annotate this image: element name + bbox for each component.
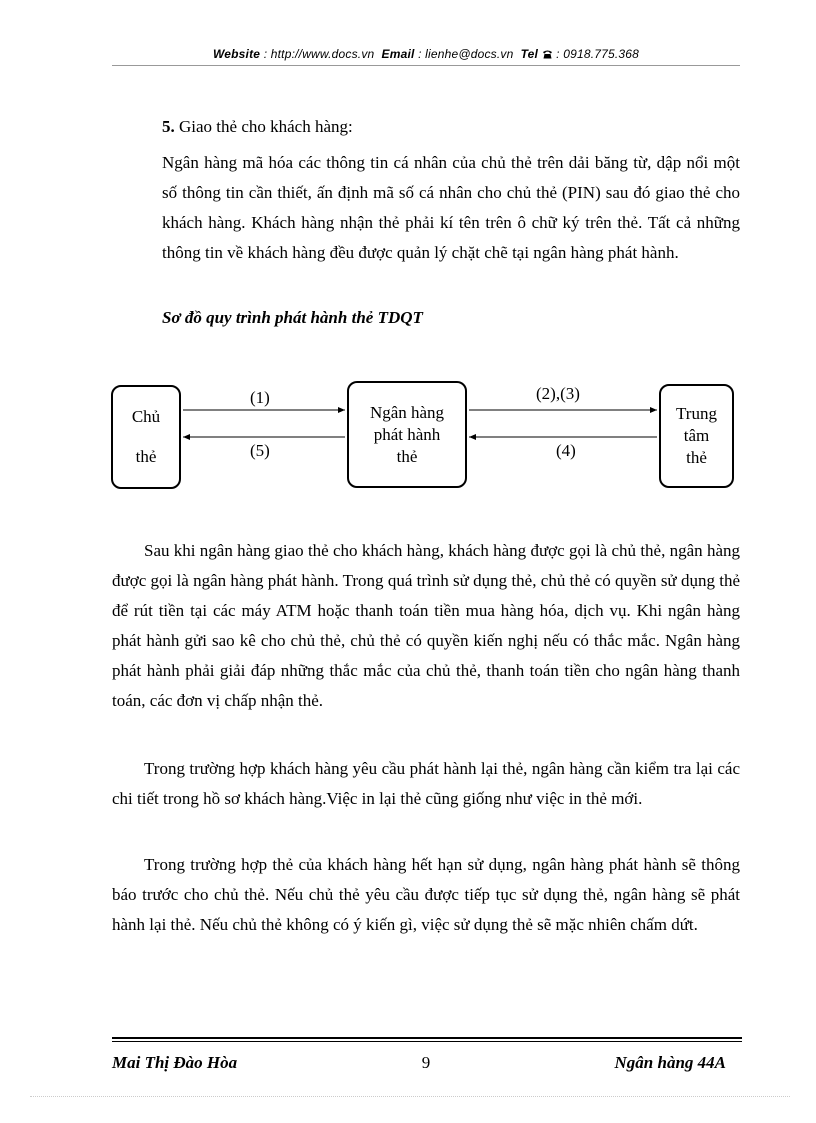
footer-class: Ngân hàng 44A — [614, 1053, 726, 1072]
box-issuing-bank — [347, 381, 467, 488]
section-heading — [162, 112, 740, 142]
footer-divider-thick — [112, 1037, 742, 1039]
cardholder-label-line1: Chủ — [131, 407, 161, 426]
body-paragraph-3: Trong trường hợp thẻ của khách hàng hết hạn sử dụng, ngân hàng phát hành sẽ thông báo trước cho chủ thẻ. Nếu chủ thẻ yêu cầu được tiếp tục sử dụng thẻ, ngân hàng sẽ phát hành lại thẻ. Nếu chủ thẻ không có ý kiến gì, việc sử dụng thẻ sẽ mặc nhiên chấm dứt. — [112, 855, 740, 934]
issuer-label-line3: thẻ — [396, 446, 418, 466]
footer-author: Mai Thị Đào Hòa — [112, 1053, 238, 1072]
section-paragraph: Ngân hàng mã hóa các thông tin cá nhân của chủ thẻ trên dải băng từ, dập nổi một số thông tin cần thiết, ấn định mã số cá nhân cho chủ thẻ (PIN) sau đó giao thẻ cho khách hàng. Khách hàng nhận thẻ phải kí tên trên ô chữ ký trên thẻ. Tất cả những thông tin về khách hàng đều được quản lý chặt chẽ tại ngân hàng phát hành. — [162, 153, 740, 262]
website-label: Website — [212, 47, 261, 61]
label-step5: (5) — [250, 441, 270, 460]
box-card-center — [659, 384, 734, 488]
body-paragraph-1: Sau khi ngân hàng giao thẻ cho khách hàng, khách hàng được gọi là chủ thẻ, ngân hàng được gọi là ngân hàng phát hành. Trong quá trình sử dụng thẻ, chủ thẻ có quyền sử dụng thẻ để rút tiền tại các máy ATM hoặc thanh toán tiền mua hàng hóa, dịch vụ. Khi ngân hàng phát hành gửi sao kê cho chủ thẻ, chủ thẻ có quyền kiến nghị nếu có thắc mắc. Ngân hàng phát hành phải giải đáp những thắc mắc của chủ thẻ, thanh toán tiền cho ngân hàng thanh toán, các đơn vị chấp nhận thẻ. — [112, 541, 740, 710]
email-value: : lienhe@docs.vn — [418, 47, 514, 61]
issuer-label-line1: Ngân hàng — [369, 402, 445, 422]
label-step23: (2),(3) — [536, 384, 580, 403]
issuance-flow-diagram — [0, 370, 816, 500]
center-label-line1: Trung — [676, 404, 717, 423]
email-label: Email — [381, 47, 415, 61]
body-paragraph-2: Trong trường hợp khách hàng yêu cầu phát hành lại thẻ, ngân hàng cần kiểm tra lại các chi tiết trong hồ sơ khách hàng.Việc in lại thẻ cũng giống như việc in thẻ mới. — [112, 759, 740, 808]
section-title: Giao thẻ cho khách hàng: — [179, 117, 353, 136]
page-header — [112, 47, 740, 62]
phone-icon — [542, 48, 553, 62]
tel-label: Tel — [520, 47, 539, 61]
section-number: 5. — [162, 117, 175, 136]
diagram-title: Sơ đồ quy trình phát hành thẻ TDQT — [162, 308, 423, 327]
issuer-label-line2: phát hành — [373, 424, 441, 444]
bottom-dotted-line — [30, 1096, 790, 1097]
page-number: 9 — [421, 1053, 431, 1072]
website-value: : http://www.docs.vn — [263, 47, 375, 61]
cardholder-label-line2: thẻ — [135, 447, 157, 466]
label-step1: (1) — [250, 388, 270, 407]
center-label-line2: tâm — [683, 426, 710, 445]
header-divider — [112, 65, 740, 66]
center-label-line3: thẻ — [686, 448, 707, 467]
footer-divider-thin — [112, 1041, 742, 1042]
tel-value: : 0918.775.368 — [556, 47, 640, 61]
box-cardholder — [111, 385, 181, 489]
label-step4: (4) — [556, 441, 576, 460]
